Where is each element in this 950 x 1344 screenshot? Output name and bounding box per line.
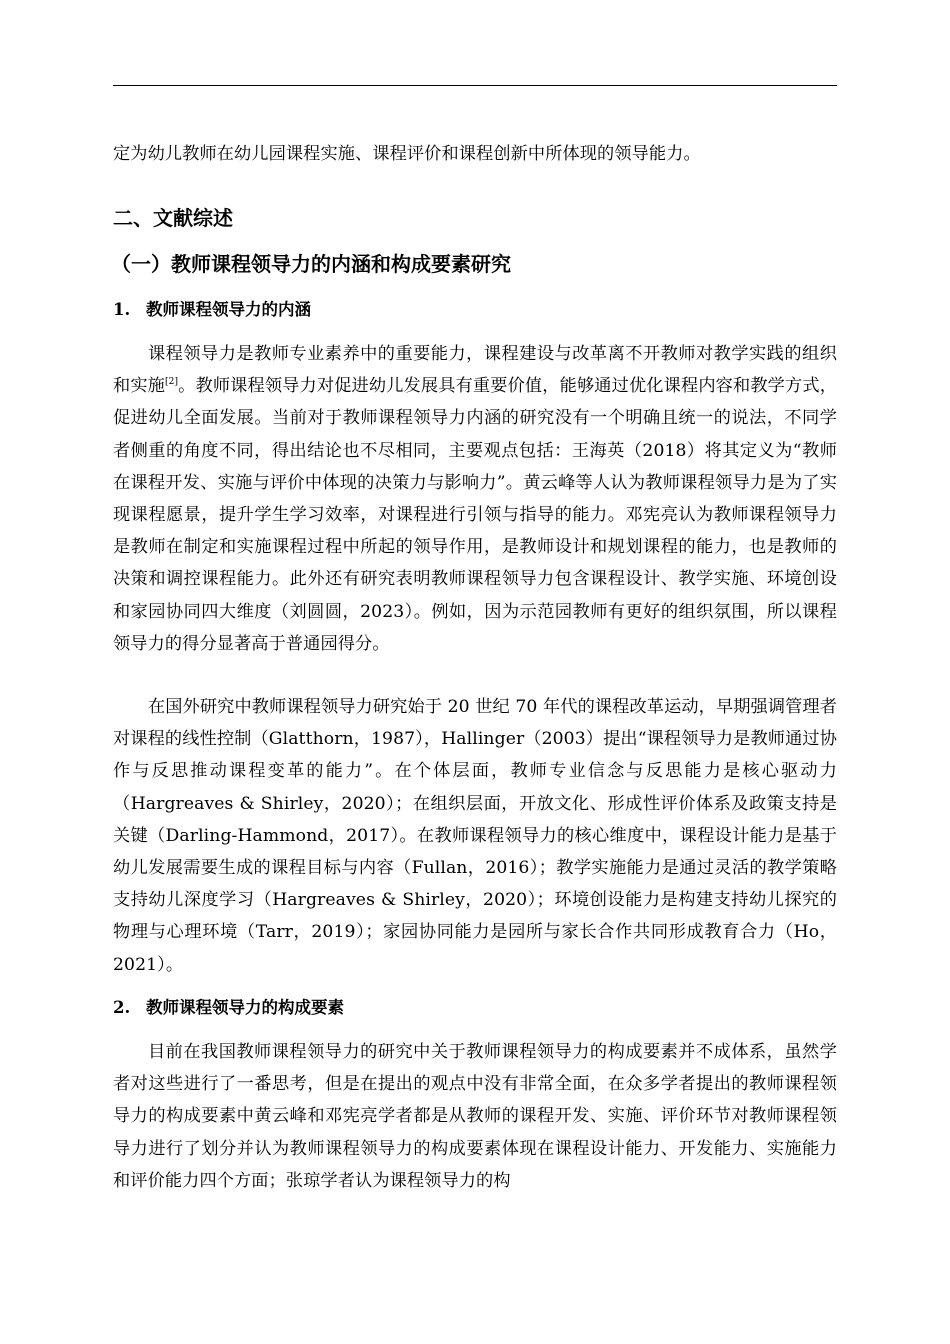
heading-number: 1. [113, 300, 131, 319]
paragraph-text: 。教师课程领导力对促进幼儿发展具有重要价值，能够通过优化课程内容和教学方式，促进幼儿全面发展。当前对于教师课程领导力内涵的研究没有一个明确且统一的说法，不同学者侧重的角度不同，得出结论也不尽相同，主要观点包括：王海英（2018）将其定义为“教师在课程开发、实施与评价中体现的决策力与影响力”。黄云峰等人认为教师课程领导力是为了实现课程愿景，提升学生学习效率，对课程进行引领与指导的能力。邓宪亮认为教师课程领导力是教师在制定和实施课程过程中所起的领导作用，是教师设计和规划课程的能力，也是教师的决策和调控课程能力。此外还有研究表明教师课程领导力包含课程设计、教学实施、环境创设和家园协同四大维度（刘圆圆，2023）。例如，因为示范园教师有更好的组织氛围，所以课程领导力的得分显著高于普通园得分。 [113, 376, 837, 654]
paragraph-continuation: 定为幼儿教师在幼儿园课程实施、课程评价和课程创新中所体现的领导能力。 [113, 144, 701, 164]
heading-number: 2. [113, 998, 131, 1017]
section-heading: 二、文献综述 [113, 206, 233, 230]
subsubsection-heading-2 [113, 997, 837, 1019]
header-rule [113, 85, 837, 86]
paragraph-foreign-research: 在国外研究中教师课程领导力研究始于 20 世纪 70 年代的课程改革运动，早期强调管理者对课程的线性控制（Glatthorn，1987），Hallinger（2003）提出“课程领导力是教师通过协作与反思推动课程变革的能力”。在个体层面，教师专业信念与反思能力是核心驱动力（Hargreaves & Shirley，2020）；在组织层面，开放文化、形成性评价体系及政策支持是关键（Darling-Hammond，2017）。在教师课程领导力的核心维度中，课程设计能力是基于幼儿发展需要生成的课程目标与内容（Fullan，2016）；教学实施能力是通过灵活的教学策略支持幼儿深度学习（Hargreaves & Shirley，2020）；环境创设能力是构建支持幼儿探究的物理与心理环境（Tarr，2019）；家园协同能力是园所与家长合作共同形成教育合力（Ho，2021）。 [113, 697, 837, 975]
subsubsection-heading-1 [113, 299, 837, 321]
paragraph-connotation [113, 338, 837, 660]
heading-text: 教师课程领导力的构成要素 [146, 998, 344, 1017]
subsection-heading: （一）教师课程领导力的内涵和构成要素研究 [111, 252, 511, 276]
heading-text: 教师课程领导力的内涵 [146, 300, 311, 319]
paragraph-text: 课程领导力是教师专业素养中的重要能力，课程建设与改革离不开教师对教学实践的组织和实施 [113, 344, 837, 397]
paragraph-components: 目前在我国教师课程领导力的研究中关于教师课程领导力的构成要素并不成体系，虽然学者对这些进行了一番思考，但是在提出的观点中没有非常全面，在众多学者提出的教师课程领导力的构成要素中黄云峰和邓宪亮学者都是从教师的课程开发、实施、评价环节对教师课程领导力进行了划分并认为教师课程领导力的构成要素体现在课程设计能力、开发能力、实施能力和评价能力四个方面；张琼学者认为课程领导力的构 [113, 1042, 837, 1191]
citation-marker: [2] [165, 377, 179, 388]
